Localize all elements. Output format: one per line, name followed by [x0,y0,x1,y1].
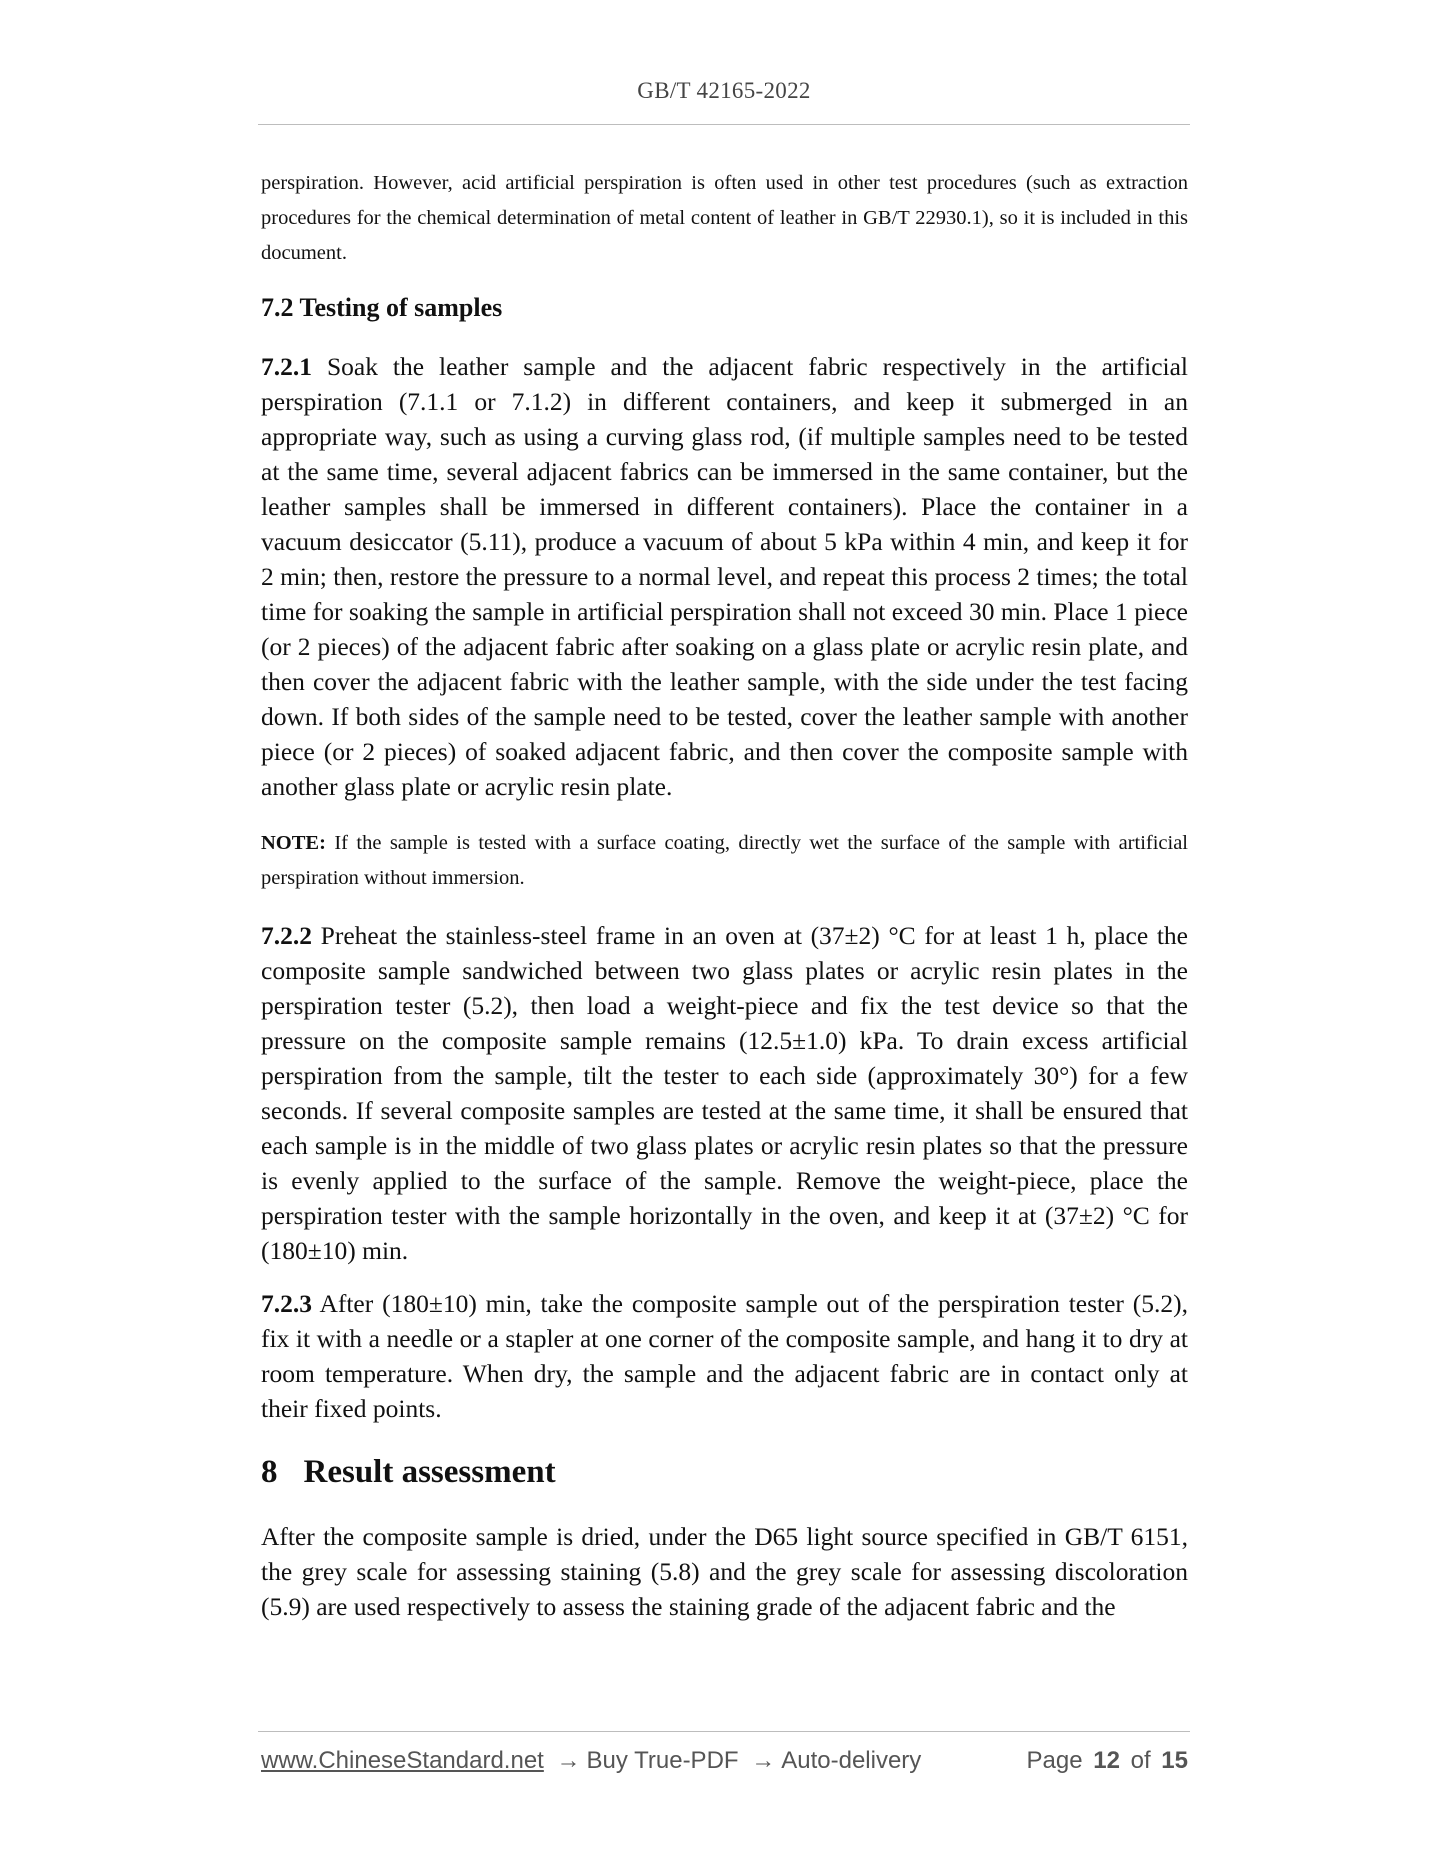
buy-true-pdf-text: Buy True-PDF [586,1747,739,1774]
footer-divider [258,1731,1190,1732]
current-page-number: 12 [1093,1747,1120,1774]
section-8-paragraph: After the composite sample is dried, under the D65 light source specified in GB/T 6151, the grey scale for assessing staining (5.8) and the grey scale for assessing discoloration (5.9) are used respectively to assess the staining grade of the adjacent fabric and the [261,1522,1188,1621]
clause-7-2-1 [261,349,1188,804]
clause-7-2-1-number: 7.2.1 [261,352,312,381]
note-label: NOTE: [261,832,326,854]
page-content [261,166,1188,1624]
auto-delivery-text: Auto-delivery [781,1747,922,1774]
section-8-heading [261,1454,1188,1491]
section-7-2-heading: 7.2 Testing of samples [261,293,503,322]
clause-7-2-2-text: Preheat the stainless-steel frame in an oven at (37±2) °C for at least 1 h, place the composite sample sandwiched between two glass plates or acrylic resin plates in the perspiration tester (5.2), then load a weight-piece and fix the test device so that the pressure on the composite sample remains (12.5±1.0) kPa. To drain excess artificial perspiration from the sample, tilt the tester to each side (approximately 30°) for a few seconds. If several composite samples are tested at the same time, it shall be ensured that each sample is in the middle of two glass plates or acrylic resin plates so that the pressure is evenly applied to the surface of the sample. Remove the weight-piece, place the perspiration tester with the sample horizontally in the oven, and keep it at (37±2) °C for (180±10) min. [261,921,1188,1265]
chinese-standard-link[interactable]: www.ChineseStandard.net [261,1747,544,1774]
clause-7-2-3-number: 7.2.3 [261,1289,312,1318]
section-8-title: Result assessment [303,1454,556,1490]
intro-paragraph: perspiration. However, acid artificial perspiration is often used in other test procedures (such as extraction procedures for the chemical determination of metal content of leather in GB/T 22930.1), so it is included in this document. [261,172,1188,264]
clause-7-2-2 [261,918,1188,1268]
clause-7-2-3-text: After (180±10) min, take the composite sample out of the perspiration tester (5.2), fix it with a needle or a stapler at one corner of the composite sample, and hang it to dry at room temperature. When dry, the sample and the adjacent fabric are in contact only at their fixed points. [261,1289,1188,1423]
header-divider [258,124,1190,125]
of-label: of [1130,1747,1151,1774]
page-footer [261,1747,1188,1775]
arrow-right-icon: → [556,1747,581,1774]
note-paragraph [261,826,1188,896]
clause-7-2-1-text: Soak the leather sample and the adjacent fabric respectively in the artificial perspiration (7.1.1 or 7.1.2) in different containers, and keep it submerged in an appropriate way, such as using a curving glass rod, (if multiple samples need to be tested at the same time, several adjacent fabrics can be immersed in the same container, but the leather samples shall be immersed in different containers). Place the container in a vacuum desiccator (5.11), produce a vacuum of about 5 kPa within 4 min, and keep it for 2 min; then, restore the pressure to a normal level, and repeat this process 2 times; the total time for soaking the sample in artificial perspiration shall not exceed 30 min. Place 1 piece (or 2 pieces) of the adjacent fabric after soaking on a glass plate or acrylic resin plate, and then cover the adjacent fabric with the leather sample, with the side under the test facing down. If both sides of the sample need to be tested, cover the leather sample with another piece (or 2 pieces) of soaked adjacent fabric, and then cover the composite sample with another glass plate or acrylic resin plate. [261,352,1189,801]
page-indicator [1023,1747,1189,1775]
clause-7-2-3 [261,1286,1188,1426]
clause-7-2-2-number: 7.2.2 [261,921,312,950]
total-pages-number: 15 [1161,1747,1188,1774]
footer-promo [261,1747,921,1775]
note-text: If the sample is tested with a surface coating, directly wet the surface of the sample with artificial perspiration without immersion. [261,832,1189,889]
section-8-number: 8 [261,1454,278,1490]
document-id-header: GB/T 42165-2022 [637,78,811,103]
arrow-right-icon: → [751,1747,776,1774]
page-label: Page [1026,1747,1083,1774]
